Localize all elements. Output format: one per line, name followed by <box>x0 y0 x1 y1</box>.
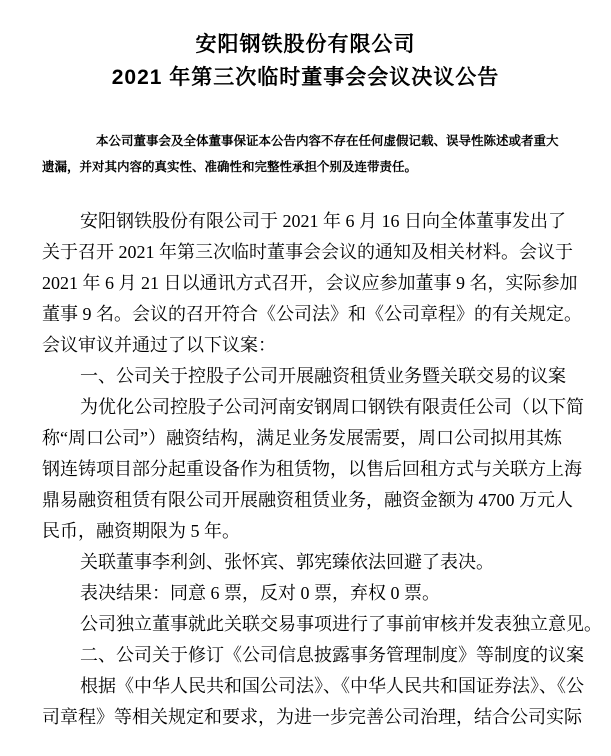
body-text-line: 会议审议并通过了以下议案： <box>42 335 276 355</box>
document-header <box>0 28 611 94</box>
disclaimer-section <box>42 128 572 180</box>
body-text-line: 鼎易融资租赁有限公司开展融资租赁业务，融资金额为 4700 万元人 <box>42 490 573 510</box>
body-text-line: 为优化公司控股子公司河南安钢周口钢铁有限责任公司（以下简 <box>80 397 584 417</box>
announcement-title: 2021 年第三次临时董事会会议决议公告 <box>111 66 500 89</box>
body-text-line: 钢连铸项目部分起重设备作为租赁物，以售后回租方式与关联方上海 <box>42 459 582 479</box>
disclaimer-line: 遗漏，并对其内容的真实性、准确性和完整性承担个别及连带责任。 <box>42 160 418 174</box>
body-text-line: 关联董事李利剑、张怀宾、郭宪臻依法回避了表决。 <box>80 552 494 572</box>
body-text-line: 称“周口公司”）融资结构，满足业务发展需要，周口公司拟用其炼 <box>42 428 562 448</box>
body-text-line: 根据《中华人民共和国公司法》、《中华人民共和国证券法》、《公 <box>80 676 584 696</box>
body-text-line: 公司独立董事就此关联交易事项进行了事前审核并发表独立意见。 <box>80 614 602 634</box>
body-text-line: 安阳钢铁股份有限公司于 2021 年 6 月 16 日向全体董事发出了 <box>80 211 566 231</box>
body-text-line: 董事 9 名。会议的召开符合《公司法》和《公司章程》的有关规定。 <box>42 304 582 324</box>
company-name-title: 安阳钢铁股份有限公司 <box>195 33 416 56</box>
body-text-line: 关于召开 2021 年第三次临时董事会会议的通知及相关材料。会议于 <box>42 242 573 262</box>
document-body <box>42 206 602 733</box>
disclaimer-line: 本公司董事会及全体董事保证本公告内容不存在任何虚假记载、误导性陈述或者重大 <box>96 134 559 148</box>
body-text-line: 一、公司关于控股子公司开展融资租赁业务暨关联交易的议案 <box>80 366 566 386</box>
body-text-line: 民币，融资期限为 5 年。 <box>42 521 240 541</box>
body-text-line: 二、公司关于修订《公司信息披露事务管理制度》等制度的议案 <box>80 645 584 665</box>
body-text-line: 司章程》等相关规定和要求，为进一步完善公司治理，结合公司实际 <box>42 707 582 727</box>
body-text-line: 表决结果：同意 6 票，反对 0 票，弃权 0 票。 <box>80 583 440 603</box>
body-text-line: 2021 年 6 月 21 日以通讯方式召开，会议应参加董事 9 名，实际参加 <box>42 273 578 293</box>
